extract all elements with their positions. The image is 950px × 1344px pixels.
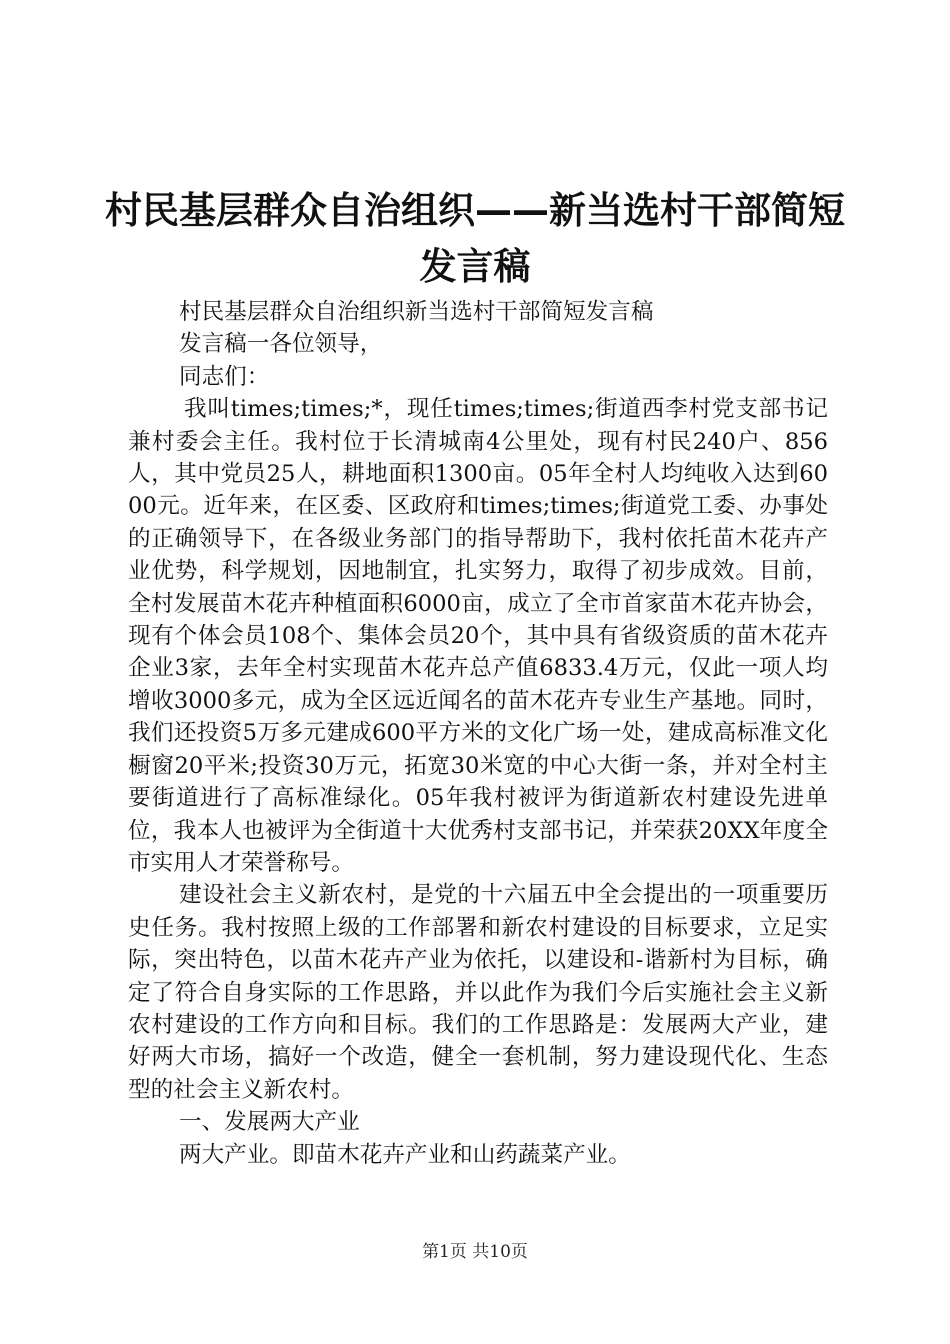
document-title-line-1: 村民基层群众自治组织——新当选村干部简短 [105,189,845,232]
document-title-line-2: 发言稿 [419,245,531,288]
paragraph-subtitle: 村民基层群众自治组织新当选村干部简短发言稿 [179,299,654,325]
paragraph-new-countryside: 建设社会主义新农村，是党的十六届五中全会提出的一项重要历史任务。我村按照上级的工作部署和新农村建设的目标要求，立足实际，突出特色，以苗木花卉产业为依托，以建设和-谐新村为目标，确定了符合自身实际的工作思路，并以此作为我们今后实施社会主义新农村建设的工作方向和目标。我们的工作思路是：发展两大产业，建好两大市场，搞好一个改造，健全一套机制，努力建设现代化、生态型的社会主义新农村。 [128,882,828,1103]
document-body [128,296,828,1171]
paragraph-greeting: 同志们： [179,363,270,390]
section-heading-industries: 一、发展两大产业 [179,1109,360,1136]
paragraph-salutation: 发言稿一各位领导， [179,331,383,358]
paragraph-industries: 两大产业。即苗木花卉产业和山药蔬菜产业。 [179,1141,631,1168]
page-number-footer: 第1页 共10页 [422,1242,528,1262]
paragraph-introduction: 我叫times;times;*，现任times;times;街道西李村党支部书记兼村委会主任。我村位于长清城南4公里处，现有村民240户、856人，其中党员25人，耕地面积1300亩。05年全村人均纯收入达到6000元。近年来，在区委、区政府和times;times;街道党工委、办事处的正确领导下，在各级业务部门的指导帮助下，我村依托苗木花卉产业优势，科学规划，因地制宜，扎实努力，取得了初步成效。目前，全村发展苗木花卉种植面积6000亩，成立了全市首家苗木花卉协会，现有个体会员108个、集体会员20个，其中具有省级资质的苗木花卉企业3家，去年全村实现苗木花卉总产值6833.4万元，仅此一项人均增收3000多元，成为全区远近闻名的苗木花卉专业生产基地。同时，我们还投资5万多元建成600平方米的文化广场一处，建成高标准文化橱窗20平米;投资30万元，拓宽30米宽的中心大街一条，并对全村主要街道进行了高标准绿化。05年我村被评为街道新农村建设先进单位，我本人也被评为全街道十大优秀村支部书记，并荣获20XX年度全市实用人才荣誉称号。 [128,396,828,876]
